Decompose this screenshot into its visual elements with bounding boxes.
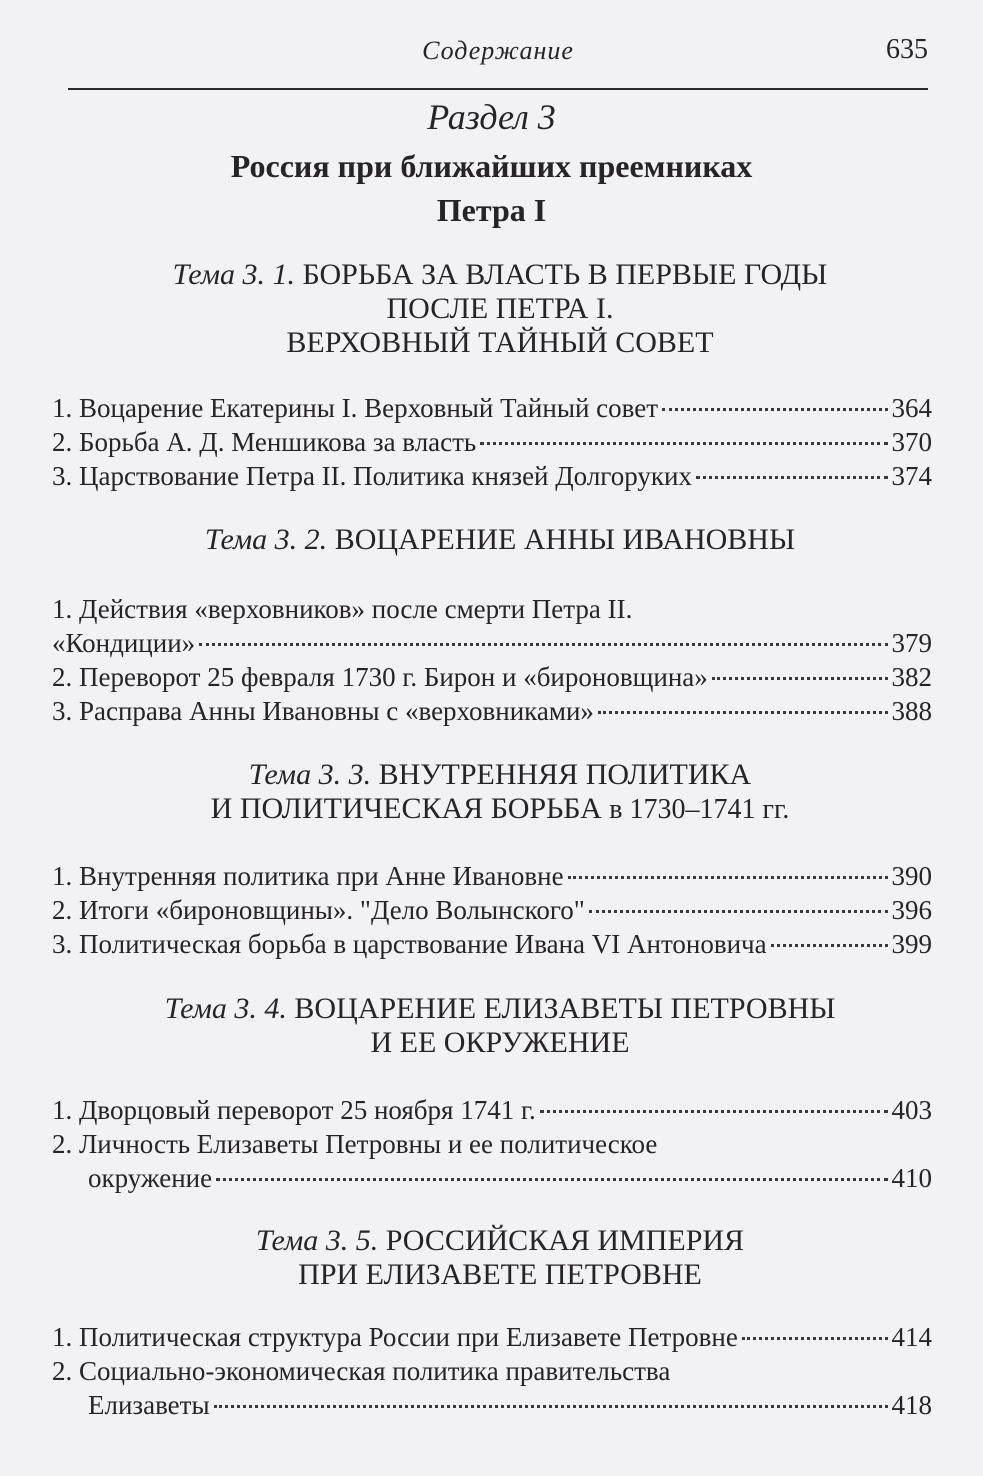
section-title [0,144,983,232]
section-title-line-1: Россия при ближайших преемниках [230,148,753,184]
toc-entry-title: 1. Воцарение Екатерины I. Верховный Тайный совет [52,393,659,423]
toc-entry-title-continuation: окружение [88,1163,213,1193]
dot-leader [598,711,888,714]
dot-leader [199,643,887,646]
dot-leader [540,1110,888,1113]
toc-entry[interactable] [52,1320,932,1354]
toc-entry-page: 414 [891,1322,932,1352]
toc-entry-title: 2. Борьба А. Д. Меншикова за власть [52,427,477,457]
theme-title-line-3: ВЕРХОВНЫЙ ТАЙНЫЙ СОВЕТ [286,326,714,359]
toc-entry-title: 3. Расправа Анны Ивановны с «верховниками» [52,696,594,726]
theme-title-line-2: ПРИ ЕЛИЗАВЕТЕ ПЕТРОВНЕ [298,1258,702,1291]
dot-leader [696,476,888,479]
toc-entry-page: 374 [891,461,932,491]
toc-entry-title: 3. Политическая борьба в царствование Ивана VI Антоновича [52,929,767,959]
theme-title-line-1: БОРЬБА ЗА ВЛАСТЬ В ПЕРВЫЕ ГОДЫ [302,258,828,291]
theme-title-line-1: ВОЦАРЕНИЕ ЕЛИЗАВЕТЫ ПЕТРОВНЫ [294,992,836,1025]
toc-entry[interactable] [52,694,932,728]
toc-entry-title-continuation: Елизаветы [88,1390,210,1420]
toc-entry-title: 2. Личность Елизаветы Петровны и ее политическое [52,1129,658,1159]
toc-entry[interactable] [52,859,932,893]
dot-leader [771,944,888,947]
dot-leader [568,876,888,879]
toc-entry-page: 390 [891,861,932,891]
running-head [68,30,928,90]
toc-entry-title: 3. Царствование Петра II. Политика князей Долгоруких [52,461,692,491]
toc-entry-page: 403 [891,1095,932,1125]
toc-entry-title: 1. Действия «верховников» после смерти Петра II. [52,594,633,624]
toc-entry-page: 364 [891,393,932,423]
theme-number: Тема 3. 4. [164,992,287,1025]
section-title-line-2: Петра I [436,192,547,228]
theme-title-line-1: ВНУТРЕННЯЯ ПОЛИТИКА [378,758,752,791]
theme-heading [80,758,920,827]
theme-heading [80,258,920,360]
toc-entry-page: 379 [891,628,932,658]
theme-heading [80,523,920,557]
toc-entry[interactable] [52,927,932,961]
toc-entry[interactable] [52,425,932,459]
dot-leader [712,677,888,680]
toc-entry-page: 388 [891,696,932,726]
theme-number: Тема 3. 3. [248,758,372,791]
theme-heading [80,992,920,1060]
toc-entry-title: 1. Дворцовый переворот 25 ноября 1741 г. [52,1095,536,1125]
toc-entry-title: 1. Политическая структура России при Елизавете Петровне [52,1322,738,1352]
dot-leader [214,1405,888,1408]
page-number: 635 [886,34,928,65]
toc-entry-page: 396 [891,895,932,925]
dot-leader [480,442,887,445]
dot-leader [589,910,888,913]
toc-entry-page: 410 [891,1163,932,1193]
theme-title-line-2: И ПОЛИТИЧЕСКАЯ БОРЬБА [210,792,602,825]
toc-entry-page: 382 [891,662,932,692]
toc-entry-page: 399 [891,929,932,959]
dot-leader [216,1178,887,1181]
toc-entry-title-continuation: «Кондиции» [52,628,196,658]
theme-heading [80,1224,920,1292]
dot-leader [662,408,887,411]
theme-title-line-1: ВОЦАРЕНИЕ АННЫ ИВАНОВНЫ [334,523,796,556]
toc-entry[interactable] [52,626,932,660]
toc-entry-title: 2. Итоги «бироновщины». "Дело Волынского" [52,895,585,925]
running-head-title: Содержание [422,36,574,65]
theme-number: Тема 3. 5. [255,1224,379,1257]
toc-entry-page: 370 [891,427,932,457]
toc-entry[interactable] [88,1161,932,1195]
theme-title-line-2: И ЕЕ ОКРУЖЕНИЕ [370,1026,630,1059]
toc-entry-page: 418 [891,1390,932,1420]
toc-entry-title: 1. Внутренняя политика при Анне Ивановне [52,861,564,891]
toc-entry[interactable] [52,391,932,425]
toc-entry[interactable] [52,893,932,927]
toc-entry[interactable] [52,459,932,493]
section-label: Раздел 3 [427,97,556,137]
dot-leader [742,1337,888,1340]
theme-title-line-2: ПОСЛЕ ПЕТРА I. [386,292,614,325]
theme-number: Тема 3. 2. [204,523,328,556]
theme-title-line-1: РОССИЙСКАЯ ИМПЕРИЯ [385,1224,745,1257]
toc-entry-title: 2. Переворот 25 февраля 1730 г. Бирон и «бироновщина» [52,662,708,692]
toc-entry[interactable] [52,1093,932,1127]
toc-entry-title: 2. Социально-экономическая политика правительства [52,1356,671,1386]
toc-entry[interactable] [88,1388,932,1422]
theme-number: Тема 3. 1. [172,258,295,291]
toc-entry[interactable] [52,660,932,694]
theme-title-years: в 1730–1741 гг. [609,794,790,825]
